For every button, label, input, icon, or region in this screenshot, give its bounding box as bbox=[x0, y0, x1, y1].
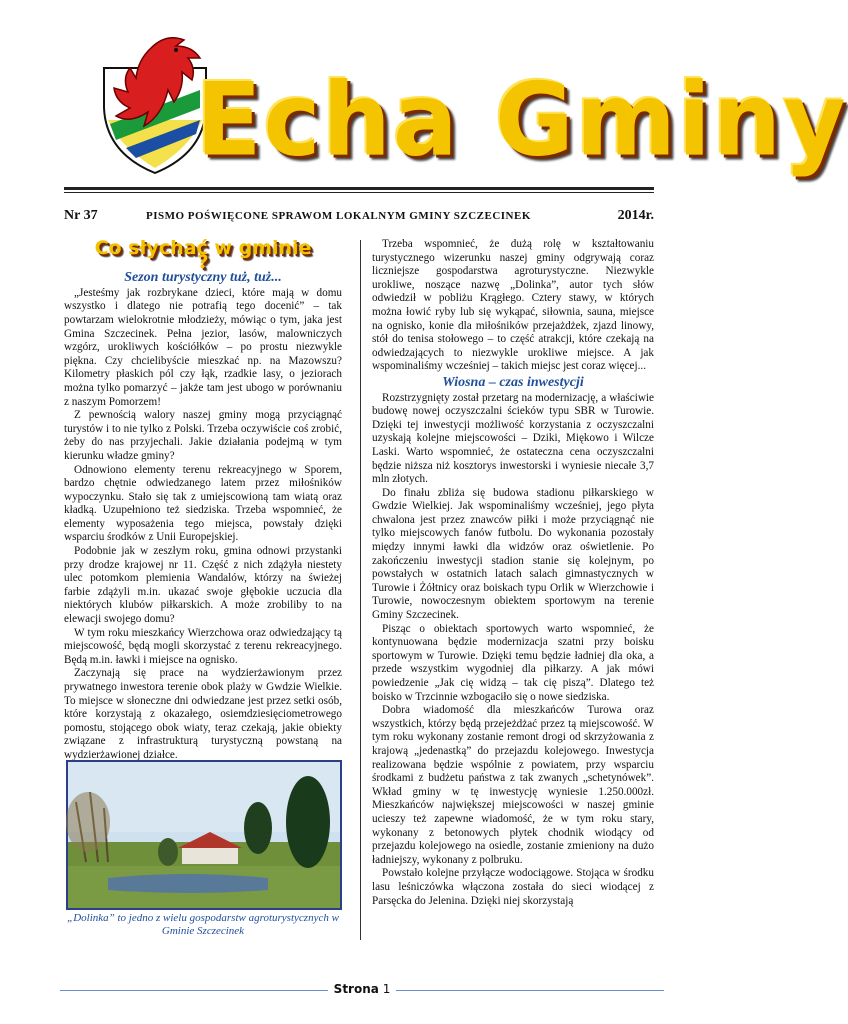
issue-year: 2014r. bbox=[617, 208, 654, 223]
paragraph: Zaczynają się prace na wydzierżawionym przez prywatnego inwestora terenie obok plaży w Gwdzie Wielkie. To miejsce w słoneczne dni odwiedzane jest przez setki osób, które korzystają z okazałego, osiemdziesięciometrowego pomostu, stojącego obok wiaty, teraz czekają, jakie obiekty związane z infrastrukturą turystyczną powstaną na wydzierżawionej działce. bbox=[64, 667, 342, 761]
paragraph: Dobra wiadomość dla mieszkańców Turowa oraz wszystkich, którzy będą przejeżdżać przez tą miejscowość. W tym roku wykonany zostanie remont drogi od skrzyżowania z krajową „jedenastką” do przejazdu kolejowego. Inwestycja realizowana będzie wspólnie z powiatem, przy wsparciu środkami z budżetu państwa z tak zwanych „schetynówek”. Wkład gminy w tę inwestycję wyniesie 1.250.000zł. Mieszkańców największej miejscowości w naszej gminie ucieszy też zapewne wiadomość, że w tym roku stary, wykonany z betonowych płytek chodnik wiodący od przejazdu kolejowego na osiedle, zostanie zmieniony na dużo ładniejszy, wykonany z polbruku. bbox=[372, 704, 654, 866]
paragraph: Powstało kolejne przyłącze wodociągowe. Stojąca w środku lasu leśniczówka włączona została do sieci wiodącej z Parsęcka do Jelenina. Dzięki niej skorzystają bbox=[372, 867, 654, 907]
paragraph: Odnowiono elementy terenu rekreacyjnego w Sporem, bardzo chętnie odwiedzanego latem przez miłośników wypoczynku. Stało się tak z umiejscowioną tam wiatą oraz kładką. Uzupełniono też siedziska. Trzeba wspomnieć, że elementy wyposażenia tego miejsca, powstały dzięki wsparciu środków z Unii Europejskiej. bbox=[64, 463, 342, 544]
article-heading-investments: Wiosna – czas inwestycji bbox=[442, 374, 584, 390]
masthead-rule-thin bbox=[64, 192, 654, 193]
column-divider bbox=[360, 240, 361, 940]
masthead-title: Echa Gminy bbox=[196, 60, 848, 179]
section-banner: Co słychać w gminie ? bbox=[94, 237, 312, 273]
paragraph: „Jesteśmy jak rozbrykane dzieci, które mają w domu wszystko i dlatego nie potrafią tego docenić” – tak powtarzam wielokrotnie młodzieży, mówiąc o tym, jaka jest Gmina Szczecinek. Pełna jezior, lasów, malowniczych wzgórz, urokliwych kościółków – po prostu niezwykle piękna. Czy chcielibyście mieszkać np. na Mazowszu? Kilometry płaskich pól czy łąk, rzadkie lasy, o jeziorach można tylko pomarzyć – jakże tam jest ubogo w porównaniu z naszym Pomorzem! bbox=[64, 286, 342, 408]
issue-line bbox=[64, 208, 654, 228]
page-footer bbox=[0, 982, 724, 996]
issue-number: Nr 37 bbox=[64, 208, 98, 223]
paragraph: Z pewnością walory naszej gminy mogą przyciągnąć turystów i to nie tylko z Polski. Trzeba oczywiście coś zrobić, żeby do nas przyjechali. Jakie działania podejmą w tym kierunku władze gminy? bbox=[64, 409, 342, 462]
left-column bbox=[64, 236, 342, 763]
paragraph: W tym roku mieszkańcy Wierzchowa oraz odwiedzający tą miejscowość, będą mogli skorzystać z terenu rekreacyjnego. Będą m.in. ławki i miejsce na ognisko. bbox=[64, 626, 342, 666]
footer-label: Strona bbox=[333, 982, 379, 996]
masthead bbox=[0, 0, 848, 223]
paragraph: Pisząc o obiektach sportowych warto wspomnieć, że kontynuowana będzie modernizacja szatni przy boisku sportowym w Turowie. Dzięki temu będzie ładniej dla oka, a przede wszystkim wygodniej dla piłkarzy. A jak mówi powiedzenie „Jak cię widzą – tak cię piszą”. Dlatego też boisko w Trzcinnie wzbogaciło się o nowe siedziska. bbox=[372, 622, 654, 703]
masthead-rule-thick bbox=[64, 187, 654, 190]
right-column bbox=[372, 238, 654, 908]
paragraph: Do finału zbliża się budowa stadionu piłkarskiego w Gwdzie Wielkiej. Jak wspominaliśmy wcześniej, jego płyta chwalona jest przez znawców piłki i może przyciągnąć nie tylko miejscowych fanów futbolu. Do wykonania pozostały między innymi ławki dla widzów oraz oświetlenie. Po zakończeniu inwestycji stadion stanie się kolejnym, po powstałych w ostatnich latach salach gimnastycznych w Turowie i Żółtnicy oraz boiskach typu Orlik w Wierzchowie i Turowie, nowoczesnym obiektem sportowym na terenie Gminy Szczecinek. bbox=[372, 486, 654, 622]
article-heading-tourism: Sezon turystyczny tuż, tuż... bbox=[124, 270, 282, 286]
issue-subtitle: PISMO POŚWIĘCONE SPRAWOM LOKALNYM GMINY SZCZECINEK bbox=[146, 210, 531, 222]
landscape-photo-illustration bbox=[68, 762, 340, 908]
paragraph: Podobnie jak w zeszłym roku, gmina odnowi przystanki przy drodze krajowej nr 11. Część z nich zdążyła niestety ulec potomkom plemienia Wandalów, którzy na świeżej farbie zdążyli m.in. ukazać swoje głębokie uczucia dla niektórych klubów piłkarskich. A może zrobiliby to na elewacji swojego domu? bbox=[64, 545, 342, 626]
masthead-title-wrap bbox=[196, 60, 848, 182]
photo-dolinka bbox=[66, 760, 342, 910]
photo-caption: „Dolinka” to jedno z wielu gospodarstw agroturystycznych w Gminie Szczecinek bbox=[67, 912, 339, 937]
page-number: 1 bbox=[382, 982, 391, 996]
paragraph: Rozstrzygnięty został przetarg na modernizację, a właściwie budowę nowej oczyszczalni ścieków typu SBR w Turowie. Dzięki tej inwestycji możliwość korzystania z oczyszczalni uzyskają kolejne miejscowości – Dziki, Miękowo i Wilcze Laski. Warto wspomnieć, że ostateczna cena oczyszczalni będzie niższa niż kosztorys inwestorski i wyniesie niecałe 3,7 mln złotych. bbox=[372, 391, 654, 486]
paragraph: Trzeba wspomnieć, że dużą rolę w kształtowaniu turystycznego wizerunku naszej gminy odgrywają coraz liczniejsze gospodarstwa agroturystyczne. Niezwykle urokliwe, noszące nazwę „Dolinka”, autor tych słów odwiedził w pobliżu Krągłego. Cztery stawy, w których można łowić ryby lub się wykąpać, siłownia, sauna, miejsce na ognisko, konie dla miłośników przejażdżek, zjazd linowy, stół do tenisa stołowego – to część atrakcji, które czekają na odwiedzających to niezwykle urokliwe miejsce. A jak wspominaliśmy wcześniej – takich miejsc jest coraz więcej... bbox=[372, 238, 654, 373]
